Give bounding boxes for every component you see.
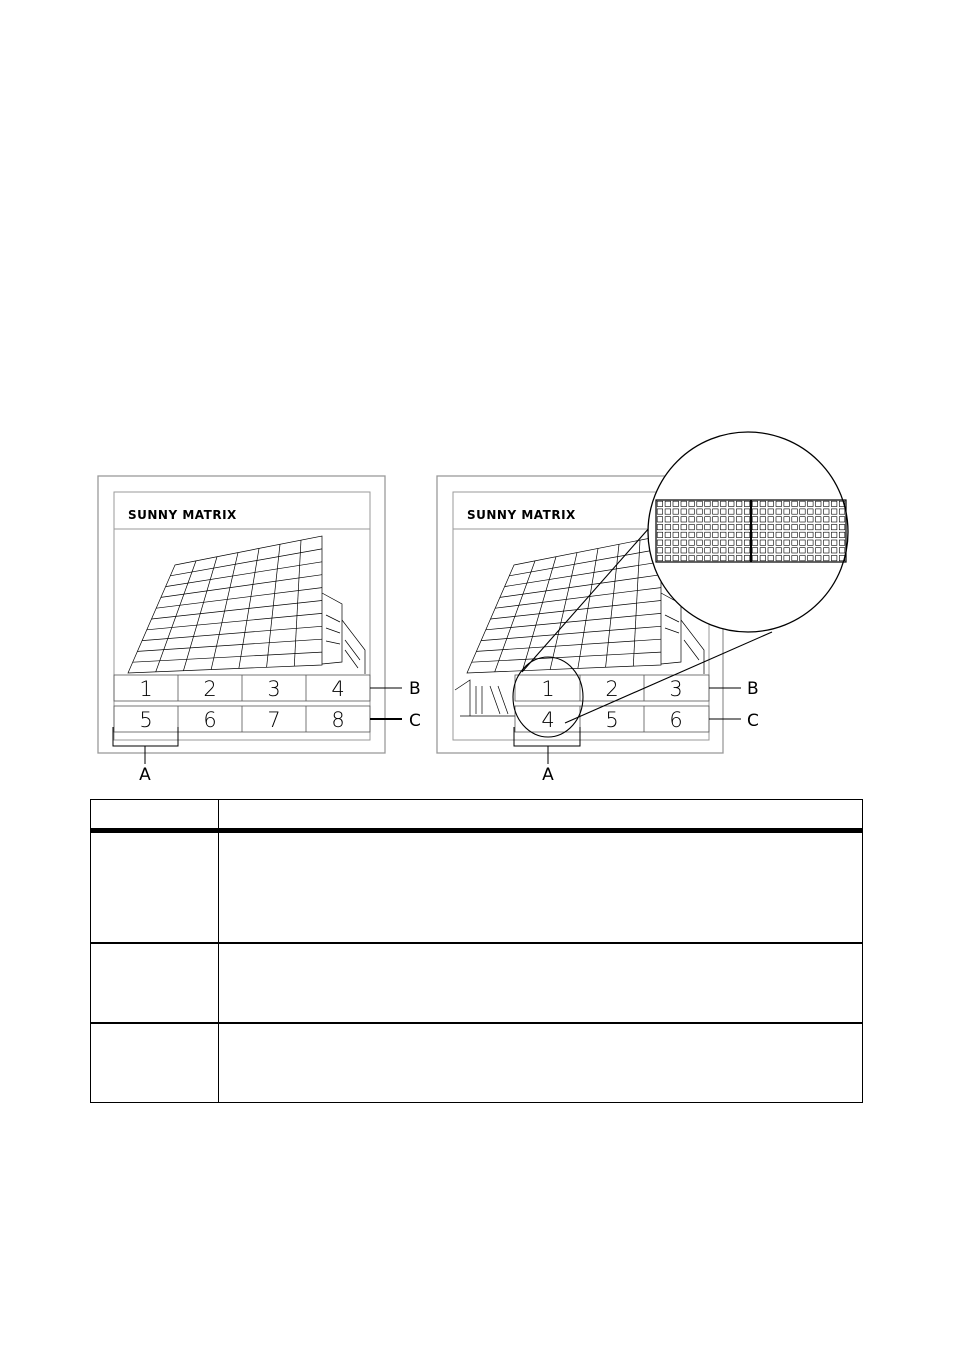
right-callout-a: A: [542, 765, 554, 785]
right-display-title: SUNNY MATRIX: [467, 508, 576, 522]
left-cell-4: 4: [331, 677, 345, 701]
table-cell: [219, 831, 863, 944]
right-cell-2: 2: [605, 677, 619, 701]
right-cell-1: 1: [541, 677, 555, 701]
right-display: [437, 432, 848, 785]
right-cell-3: 3: [669, 677, 683, 701]
legend-table: [90, 799, 863, 1103]
left-callout-c: C: [409, 711, 421, 731]
left-display: [98, 476, 421, 785]
table-header-row: [91, 800, 863, 831]
left-cell-1: 1: [139, 677, 153, 701]
left-building-illustration: [128, 536, 365, 674]
left-callout-b: B: [409, 679, 421, 699]
right-callout-b: B: [747, 679, 759, 699]
left-display-title: SUNNY MATRIX: [128, 508, 237, 522]
right-cell-5: 5: [605, 708, 619, 732]
table-row: [91, 943, 863, 1023]
right-cell-4: 4: [541, 708, 555, 732]
left-cell-5: 5: [139, 708, 153, 732]
table-row: [91, 1023, 863, 1103]
left-cell-8: 8: [331, 708, 345, 732]
table-cell: [219, 943, 863, 1023]
table-cell: [91, 831, 219, 944]
header-cell-explanation: [219, 800, 863, 831]
table-cell: [91, 1023, 219, 1103]
right-cell-6: 6: [669, 708, 683, 732]
left-cell-7: 7: [267, 708, 281, 732]
table-cell: [91, 943, 219, 1023]
table-row: [91, 831, 863, 944]
left-cell-3: 3: [267, 677, 281, 701]
left-cell-2: 2: [203, 677, 217, 701]
right-callout-c: C: [747, 711, 759, 731]
left-cell-6: 6: [203, 708, 217, 732]
header-cell-position: [91, 800, 219, 831]
table-cell: [219, 1023, 863, 1103]
left-callout-a: A: [139, 765, 151, 785]
